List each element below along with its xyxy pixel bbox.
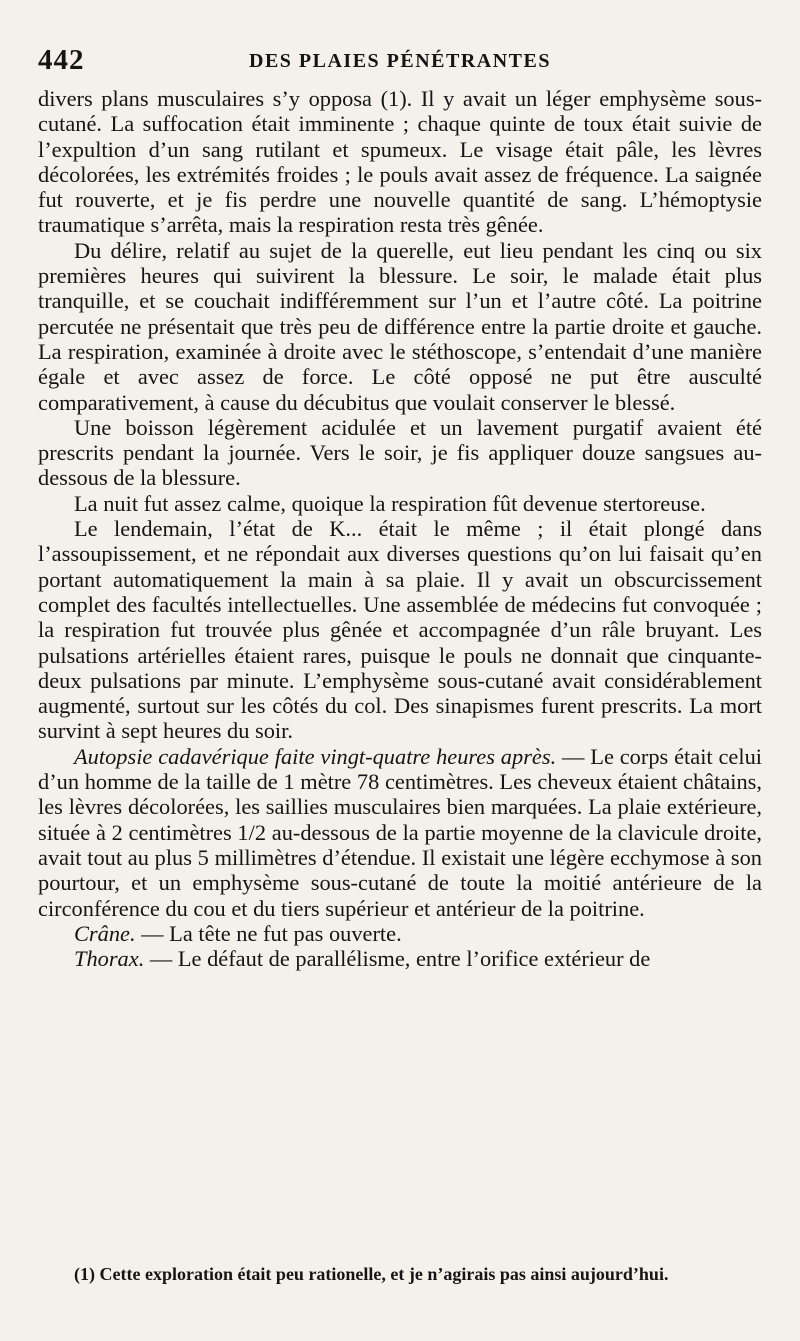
page-header: [38, 44, 762, 76]
page-number: 442: [38, 44, 85, 76]
section-lead: Thorax.: [74, 946, 145, 972]
paragraph: Du délire, relatif au sujet de la querelle, eut lieu pendant les cinq ou six premières heures qui suivirent la blessure. Le soir, le malade était plus tranquille, et se couchait indifféremment sur l’un et l’autre côté. La poitrine percutée ne présentait que très peu de différence entre la partie droite et gauche. La respiration, examinée à droite avec le stéthoscope, s’entendait d’une manière égale et avec assez de force. Le côté opposé ne put être ausculté comparativement, à cause du décubitus que voulait conserver le blessé.: [38, 237, 762, 415]
paragraph: divers plans musculaires s’y opposa (1). Il y avait un léger emphysème sous-cutané. La suffocation était imminente ; chaque quinte de toux était suivie de l’expultion d’un sang rutilant et spumeux. Le visage était pâle, les lèvres décolorées, les extrémités froides ; le pouls avait assez de fréquence. La saignée fut rouverte, et je fis perdre une nouvelle quantité de sang. L’hémoptysie traumatique s’arrêta, mais la respiration resta très gênée.: [38, 86, 762, 238]
body-text: [38, 86, 762, 971]
paragraph-autopsy: Autopsie cadavérique faite vingt-quatre heures après. — Le corps était celui d’un homme de la taille de 1 mètre 78 centimètres. Les cheveux étaient châtains, les lèvres décolorées, les saillies musculaires bien marquées. La plaie extérieure, située à 2 centimètres 1/2 au-dessous de la partie moyenne de la clavicule droite, avait tout au plus 5 millimètres d’étendue. Il existait une légère ecchymose à son pourtour, et un emphysème sous-cutané de toute la moitié antérieure de la circonférence du cou et du tiers supérieur et antérieur de la poitrine.: [38, 743, 763, 921]
paragraph: Le lendemain, l’état de K... était le même ; il était plongé dans l’assoupissement, et ne répondait aux diverses questions qu’on lui faisait qu’en portant automatiquement la main à sa plaie. Il y avait un obscurcissement complet des facultés intellectuelles. Une assemblée de médecins fut convoquée ; la respiration fut trouvée plus gênée et accompagnée d’un râle bruyant. Les pulsations artérielles étaient rares, puisque le pouls ne donnait que cinquante-deux pulsations par minute. L’emphysème sous-cutané avait considérablement augmenté, surtout sur les côtés du col. Des sinapismes furent prescrits. La mort survint à sept heures du soir.: [38, 516, 762, 744]
paragraph: La nuit fut assez calme, quoique la respiration fût devenue stertoreuse.: [74, 490, 706, 516]
paragraph-thorax: Thorax. — Le défaut de parallélisme, entre l’orifice extérieur de: [74, 946, 651, 972]
section-lead: Autopsie cadavérique faite vingt-quatre heures après.: [74, 743, 557, 769]
section-lead: Crâne.: [74, 920, 136, 946]
paragraph: Une boisson légèrement acidulée et un lavement purgatif avaient été prescrits pendant la journée. Vers le soir, je fis appliquer douze sangsues au-dessous de la blessure.: [38, 414, 762, 491]
footnote: (1) Cette exploration était peu rationelle, et je n’agirais pas ainsi aujourd’hui.: [74, 1264, 669, 1284]
running-title: DES PLAIES PÉNÉTRANTES: [249, 50, 551, 72]
paragraph-crane: Crâne. — La tête ne fut pas ouverte.: [74, 920, 402, 946]
